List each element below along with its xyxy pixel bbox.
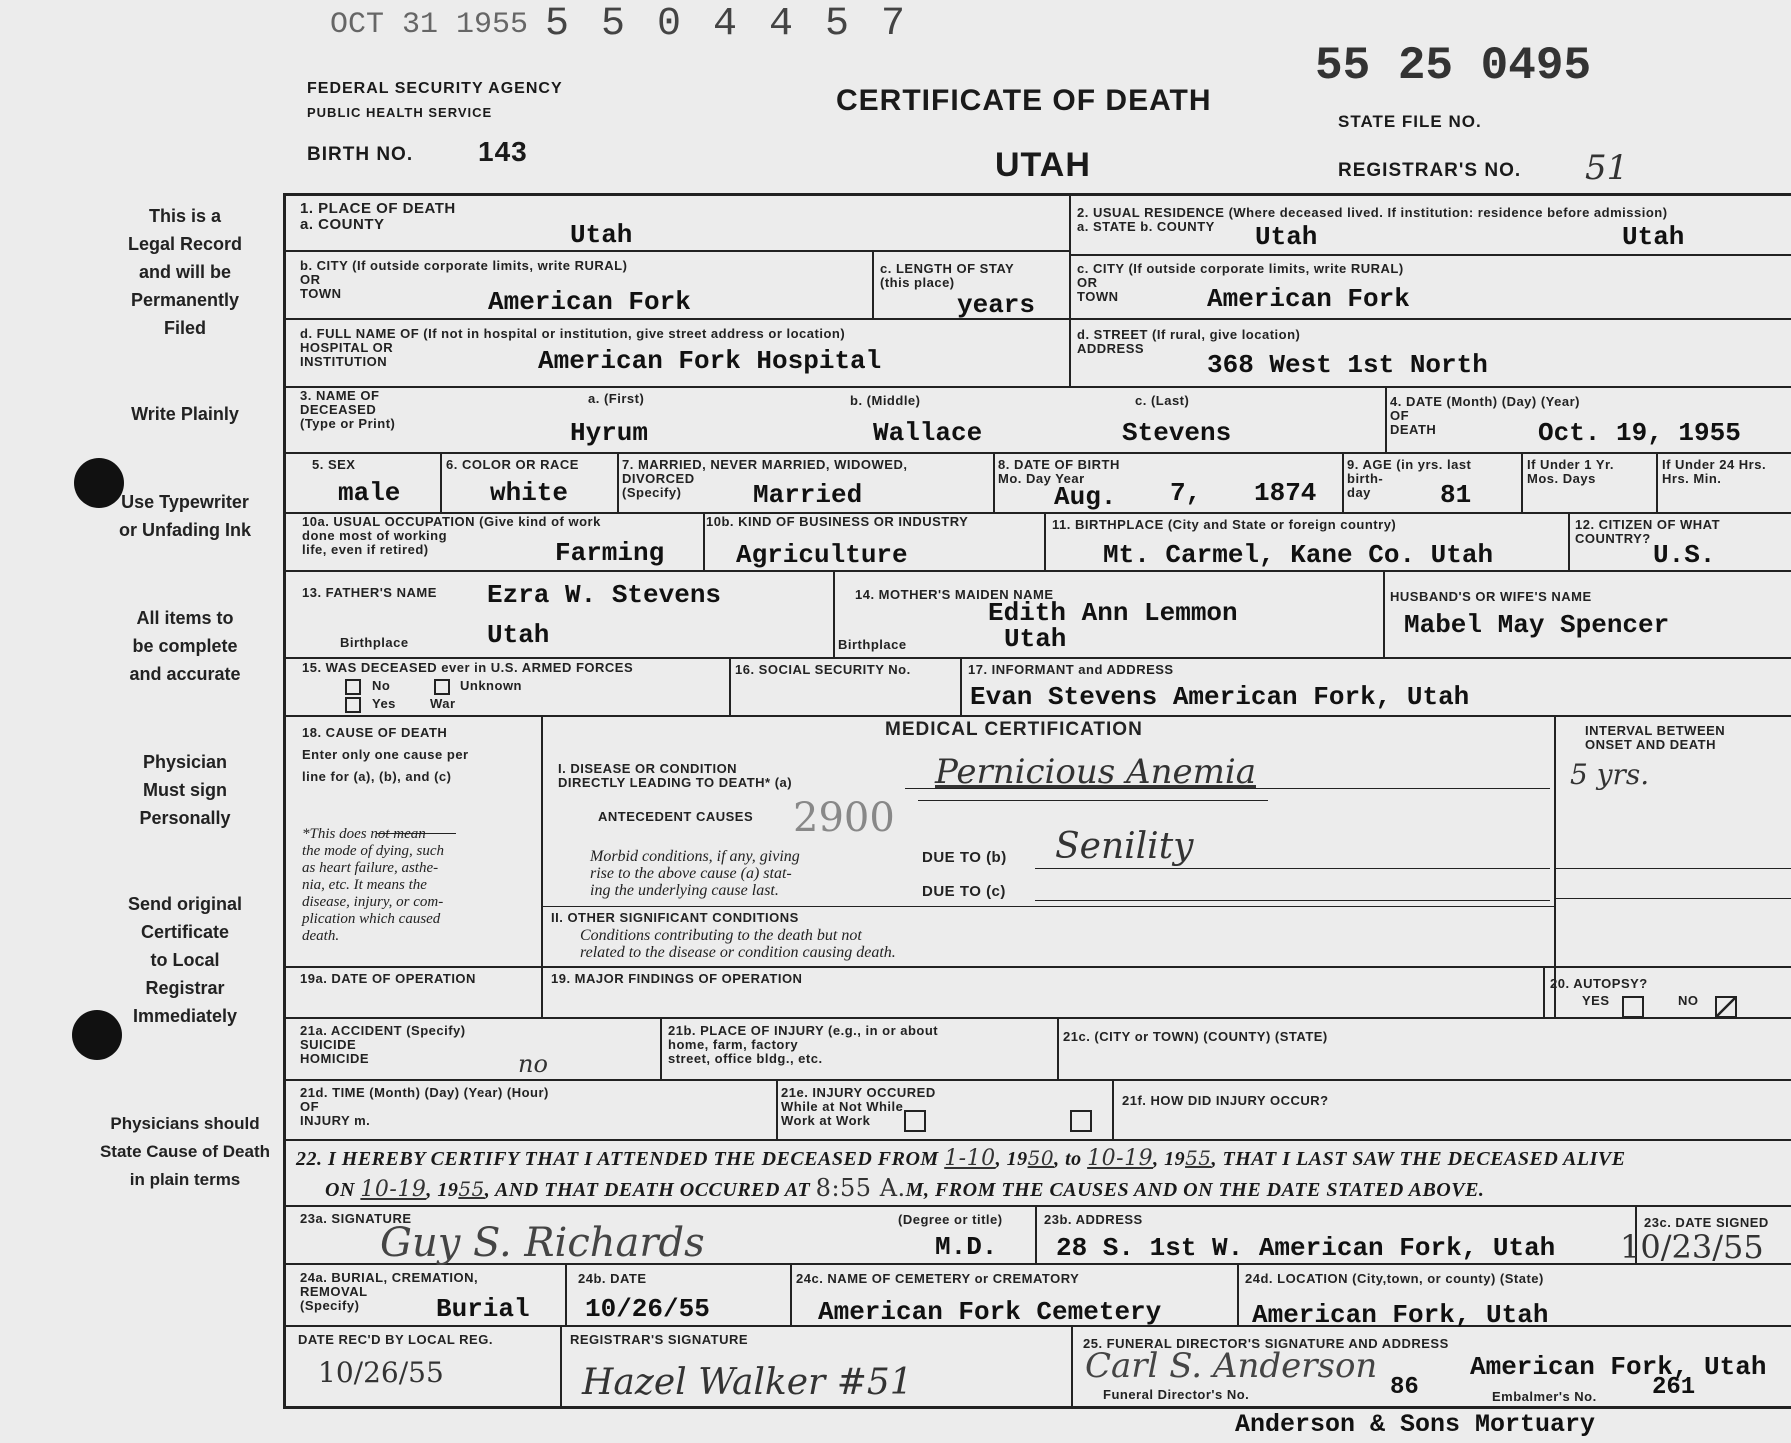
date-of-death-value: Oct. 19, 1955 — [1538, 418, 1741, 448]
length-stay-label: c. LENGTH OF STAY (this place) — [880, 261, 1015, 290]
certify-intro: 22. I HEREBY CERTIFY THAT I ATTENDED THE DECEASED FROM — [296, 1148, 939, 1170]
place-of-death-label: 1. PLACE OF DEATH a. COUNTY — [300, 200, 456, 233]
signature-label: 23a. SIGNATURE — [300, 1211, 412, 1226]
business-label: 10b. KIND OF BUSINESS OR INDUSTRY — [706, 514, 969, 529]
last-seen-date: 10-19 — [360, 1177, 427, 1202]
injury-time-label: 21d. TIME (Month) (Day) (Year) (Hour) OF INJURY m. — [300, 1085, 549, 1128]
certify-closing: M, FROM THE CAUSES AND ON THE DATE STATED ABOVE. — [905, 1179, 1485, 1201]
classification-code: 2900 — [793, 795, 895, 841]
under-24hr-label: If Under 24 Hrs. Hrs. Min. — [1662, 457, 1767, 486]
while-at-work-checkbox[interactable] — [904, 1110, 926, 1132]
cause-c-line — [1035, 900, 1550, 901]
embalmer-number-label: Embalmer's No. — [1492, 1389, 1597, 1404]
punch-hole-top — [74, 458, 124, 508]
business-value: Agriculture — [736, 540, 908, 570]
how-injury-label: 21f. HOW DID INJURY OCCUR? — [1122, 1093, 1329, 1108]
disease-label: I. DISEASE OR CONDITION DIRECTLY LEADING TO DEATH* (a) — [558, 761, 793, 790]
autopsy-yes-label: YES — [1582, 993, 1610, 1008]
autopsy-yes-checkbox[interactable] — [1622, 996, 1644, 1018]
registrar-signature: Hazel Walker #51 — [582, 1362, 913, 1403]
father-birthplace-label: Birthplace — [340, 635, 409, 650]
marital-status-label: 7. MARRIED, NEVER MARRIED, WIDOWED, DIVORCED (Specify) — [622, 457, 908, 500]
degree-label: (Degree or title) — [898, 1212, 1003, 1227]
certify-line-1: 22. I HEREBY CERTIFY THAT I ATTENDED THE DECEASED FROM 1-10, 1950, to 10-19, 1955, THAT I LAST SAW THE DECEASED ALIVE — [296, 1146, 1626, 1171]
physician-signature: Guy S. Richards — [380, 1220, 705, 1266]
attended-from-year: 50 — [1027, 1146, 1055, 1170]
funeral-director-label: 25. FUNERAL DIRECTOR'S SIGNATURE AND ADDRESS — [1083, 1336, 1449, 1351]
burial-value: Burial — [436, 1294, 530, 1324]
other-conditions-note: Conditions contributing to the death but not related to the disease or condition causing death. — [580, 927, 896, 961]
father-name-value: Ezra W. Stevens — [487, 580, 722, 610]
street-address-label: d. STREET (If rural, give location) ADDRESS — [1077, 327, 1301, 356]
last-name-label: c. (Last) — [1135, 393, 1190, 408]
sidebar-legal-record: This is a Legal Record and will be Permanently Filed — [127, 206, 243, 338]
fd-number-label: Funeral Director's No. — [1103, 1387, 1250, 1402]
last-seen-year: 55 — [458, 1177, 485, 1201]
cause-a-value: Pernicious Anemia — [935, 752, 1256, 792]
state-file-label: STATE FILE NO. — [1338, 112, 1482, 131]
antecedent-label: ANTECEDENT CAUSES — [598, 809, 754, 824]
interval-label: INTERVAL BETWEEN ONSET AND DEATH — [1585, 723, 1726, 752]
cemetery-value: American Fork Cemetery — [818, 1297, 1162, 1327]
under-1yr-label: If Under 1 Yr. Mos. Days — [1527, 457, 1614, 486]
certify-line-2: ON 10-19, 1955, AND THAT DEATH OCCURED AT 8:55 A.M, FROM THE CAUSES AND ON THE DATE STATED ABOVE. — [325, 1174, 1485, 1202]
length-stay-value: years — [957, 290, 1036, 320]
agency-name: FEDERAL SECURITY AGENCY — [307, 80, 563, 97]
armed-no-label: No — [372, 678, 391, 693]
operation-date-label: 19a. DATE OF OPERATION — [300, 971, 476, 986]
accident-label: 21a. ACCIDENT (Specify) SUICIDE HOMICIDE — [300, 1023, 466, 1066]
physician-address-value: 28 S. 1st W. American Fork, Utah — [1056, 1233, 1556, 1263]
death-county-value: Utah — [570, 220, 633, 250]
burial-date-label: 24b. DATE — [578, 1271, 647, 1286]
death-occurred-text: , AND THAT DEATH OCCURED AT — [484, 1179, 811, 1201]
sidebar-complete: All items to be complete and accurate — [129, 608, 241, 684]
citizenship-value: U.S. — [1653, 540, 1716, 570]
physician-address-label: 23b. ADDRESS — [1044, 1212, 1143, 1227]
middle-name-value: Wallace — [873, 418, 983, 448]
dob-month-value: Aug. — [1054, 482, 1117, 512]
cause-of-death-label: 18. CAUSE OF DEATH Enter only one cause per line for (a), (b), and (c) — [302, 725, 469, 784]
registrar-no-label: REGISTRAR'S NO. — [1338, 160, 1522, 181]
sidebar-physician-sign: Physician Must sign Personally — [139, 752, 231, 828]
date-signed-label: 23c. DATE SIGNED — [1644, 1215, 1769, 1230]
city-town-label: b. CITY (If outside corporate limits, write RURAL) OR TOWN — [300, 258, 628, 301]
sidebar-plain-terms: Physicians should State Cause of Death in plain terms — [99, 1114, 271, 1189]
mother-name-label: 14. MOTHER'S MAIDEN NAME — [855, 587, 1054, 602]
age-label: 9. AGE (in yrs. last birth- day — [1347, 457, 1472, 500]
middle-name-label: b. (Middle) — [850, 393, 921, 408]
autopsy-label: 20. AUTOPSY? — [1550, 976, 1648, 991]
state-file-number: 55 25 0495 — [1315, 40, 1592, 92]
race-value: white — [490, 478, 569, 508]
autopsy-divider — [1543, 966, 1545, 1017]
hospital-label: d. FULL NAME OF (If not in hospital or institution, give street address or location) HOSPITAL OR INSTITUTION — [300, 326, 846, 369]
citizenship-label: 12. CITIZEN OF WHAT COUNTRY? — [1575, 517, 1721, 546]
last-name-value: Stevens — [1122, 418, 1232, 448]
informant-label: 17. INFORMANT and ADDRESS — [968, 662, 1174, 677]
date-of-birth-label: 8. DATE OF BIRTH Mo. Day Year — [998, 457, 1120, 486]
injury-occurred-label: 21e. INJURY OCCURED While at Not While Work at Work — [781, 1085, 936, 1128]
due-to-b-label: DUE TO (b) — [922, 849, 1007, 866]
cemetery-label: 24c. NAME OF CEMETERY or CREMATORY — [796, 1271, 1080, 1286]
punch-hole-bottom — [72, 1010, 122, 1060]
armed-unknown-label: Unknown — [460, 678, 522, 693]
certify-last-saw: THAT I LAST SAW THE DECEASED ALIVE — [1222, 1148, 1626, 1170]
cause-b-value: Senility — [1055, 826, 1194, 867]
birth-no-value: 143 — [478, 136, 528, 167]
mortuary-stamp: Anderson & Sons Mortuary — [1235, 1410, 1596, 1439]
birthplace-value: Mt. Carmel, Kane Co. Utah — [1103, 540, 1494, 570]
embalmer-number-value: 261 — [1652, 1374, 1696, 1401]
page-title: CERTIFICATE OF DEATH — [836, 84, 1212, 117]
year1-prefix: 19 — [1006, 1148, 1028, 1170]
to-word: to — [1065, 1148, 1082, 1170]
autopsy-no-label: NO — [1678, 993, 1699, 1008]
street-address-value: 368 West 1st North — [1207, 350, 1488, 380]
serial-number: 5 5 0 4 4 5 7 — [545, 2, 910, 47]
cause-note: *This does not mean the mode of dying, such as heart failure, asthe- nia, etc. It means the disease, injury, or com- plication which caused death. — [302, 826, 445, 944]
residence-city-label: c. CITY (If outside corporate limits, write RURAL) OR TOWN — [1077, 261, 1404, 304]
armed-no-checkbox[interactable] — [345, 679, 361, 695]
fd-number-value: 86 — [1390, 1374, 1419, 1401]
occupation-value: Farming — [555, 538, 665, 568]
state-title: UTAH — [995, 146, 1091, 184]
armed-war-label: War — [430, 696, 456, 711]
residence-county-value: Utah — [1622, 222, 1685, 252]
date-of-death-label: 4. DATE (Month) (Day) (Year) OF DEATH — [1390, 394, 1580, 437]
sex-label: 5. SEX — [312, 457, 356, 472]
first-name-value: Hyrum — [570, 418, 649, 448]
father-name-label: 13. FATHER'S NAME — [302, 585, 437, 600]
father-birthplace-value: Utah — [487, 620, 550, 650]
on-word: ON — [325, 1179, 355, 1201]
date-received-value: 10/26/55 — [318, 1356, 444, 1389]
injury-city-label: 21c. (CITY or TOWN) (COUNTY) (STATE) — [1063, 1029, 1328, 1044]
sidebar-typewriter: Use Typewriter or Unfading Ink — [119, 492, 251, 540]
injury-place-label: 21b. PLACE OF INJURY (e.g., in or about home, farm, factory street, office bldg., etc. — [668, 1023, 939, 1066]
attended-from: 1-10 — [944, 1146, 996, 1171]
mother-birthplace-value: Utah — [1004, 624, 1067, 654]
armed-yes-checkbox[interactable] — [345, 697, 361, 713]
marital-status-value: Married — [753, 480, 863, 510]
residence-city-value: American Fork — [1207, 284, 1410, 314]
ssn-label: 16. SOCIAL SECURITY No. — [735, 662, 911, 677]
funeral-director-signature: Carl S. Anderson — [1085, 1346, 1378, 1386]
burial-date-value: 10/26/55 — [585, 1294, 710, 1324]
burial-label: 24a. BURIAL, CREMATION, REMOVAL (Specify) — [300, 1270, 479, 1313]
date-signed-value: 10/23/55 — [1620, 1228, 1764, 1266]
funeral-director-address: American Fork, Utah — [1470, 1352, 1767, 1382]
interval-a-value: 5 yrs. — [1570, 758, 1650, 791]
year2-prefix: 19 — [1164, 1148, 1186, 1170]
date-stamp: OCT 31 1955 — [330, 8, 529, 42]
death-city-value: American Fork — [488, 287, 691, 317]
spouse-name-value: Mabel May Spencer — [1404, 610, 1670, 640]
race-label: 6. COLOR OR RACE — [446, 457, 579, 472]
occupation-label: 10a. USUAL OCCUPATION (Give kind of work done most of working life, even if retired) — [302, 514, 601, 557]
armed-forces-label: 15. WAS DECEASED ever in U.S. ARMED FORCES — [302, 660, 634, 675]
registrar-no-value: 51 — [1585, 148, 1629, 188]
decedent-name-label: 3. NAME OF DECEASED (Type or Print) — [300, 388, 396, 431]
attended-to-year: 55 — [1185, 1146, 1212, 1170]
mother-name-value: Edith Ann Lemmon — [988, 598, 1238, 628]
armed-yes-label: Yes — [372, 696, 396, 711]
first-name-label: a. (First) — [588, 391, 645, 406]
death-time: 8:55 A. — [815, 1174, 906, 1202]
checkmark-icon — [1715, 996, 1737, 1018]
year3-prefix: 19 — [437, 1179, 459, 1201]
autopsy-no-checkbox[interactable] — [1715, 996, 1737, 1018]
cemetery-location-value: American Fork, Utah — [1252, 1300, 1549, 1330]
operation-divider — [541, 966, 543, 1017]
sidebar-send-original: Send original Certificate to Local Registrar Immediately — [127, 894, 242, 1026]
accident-value: no — [518, 1050, 548, 1078]
usual-residence-label: 2. USUAL RESIDENCE (Where deceased lived. If institution: residence before admission) a. STATE b. COUNTY — [1077, 205, 1668, 234]
cause-separator — [918, 800, 1268, 801]
morbid-note: Morbid conditions, if any, giving rise to the above cause (a) stat- ing the underlying cause last. — [590, 848, 800, 899]
sex-value: male — [338, 478, 401, 508]
degree-value: M.D. — [935, 1232, 998, 1262]
other-conditions-label: II. OTHER SIGNIFICANT CONDITIONS — [551, 910, 799, 925]
service-name: PUBLIC HEALTH SERVICE — [307, 105, 493, 120]
age-value: 81 — [1440, 480, 1472, 510]
operation-findings-label: 19. MAJOR FINDINGS OF OPERATION — [551, 971, 803, 986]
informant-value: Evan Stevens American Fork, Utah — [970, 682, 1470, 712]
spouse-name-label: HUSBAND'S OR WIFE'S NAME — [1390, 589, 1592, 604]
date-received-label: DATE REC'D BY LOCAL REG. — [298, 1332, 493, 1347]
dob-day-value: 7, — [1170, 478, 1202, 508]
cemetery-location-label: 24d. LOCATION (City,town, or county) (State) — [1245, 1271, 1544, 1286]
due-to-c-label: DUE TO (c) — [922, 883, 1006, 900]
not-at-work-checkbox[interactable] — [1070, 1110, 1092, 1132]
registrar-signature-label: REGISTRAR'S SIGNATURE — [570, 1332, 749, 1347]
mother-birthplace-label: Birthplace — [838, 637, 907, 652]
birthplace-label: 11. BIRTHPLACE (City and State or foreign country) — [1052, 517, 1397, 532]
armed-unknown-checkbox[interactable] — [434, 679, 450, 695]
medical-cert-heading: MEDICAL CERTIFICATION — [885, 719, 1143, 740]
sidebar-write-plainly: Write Plainly — [131, 404, 239, 424]
birth-no-label: BIRTH NO. — [307, 144, 414, 165]
residence-state-value: Utah — [1255, 222, 1318, 252]
attended-to: 10-19 — [1087, 1146, 1154, 1171]
dob-year-value: 1874 — [1254, 478, 1317, 508]
hospital-value: American Fork Hospital — [538, 346, 882, 376]
cause-b-line — [1035, 868, 1550, 869]
